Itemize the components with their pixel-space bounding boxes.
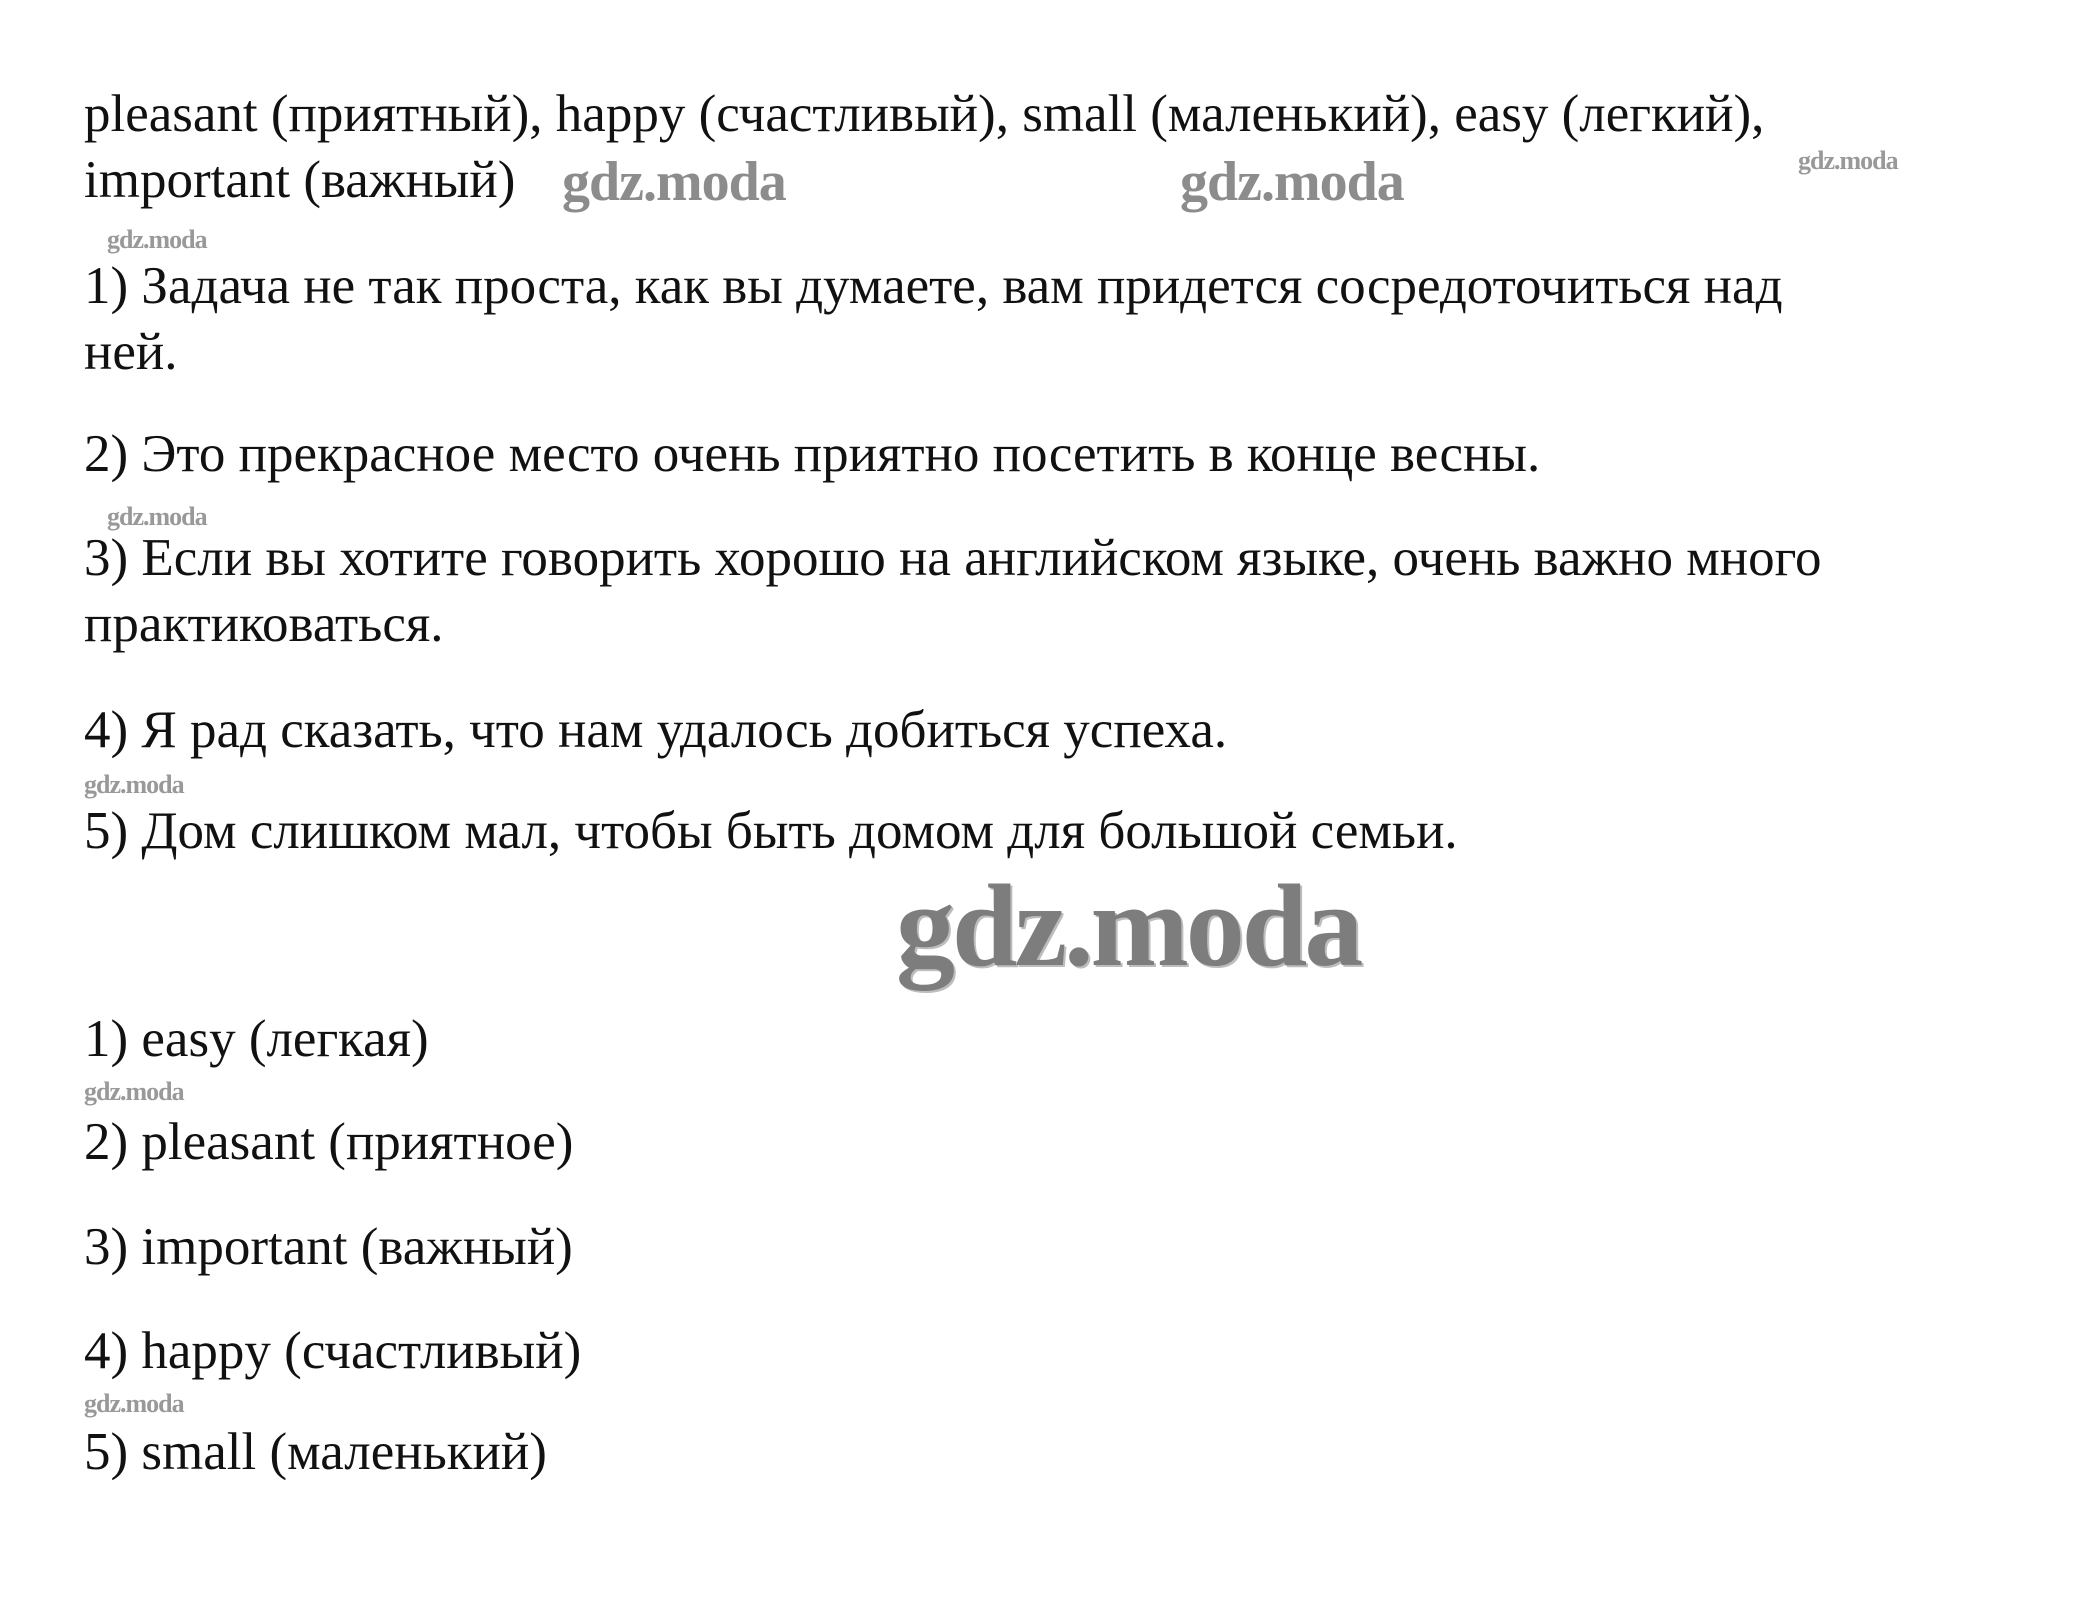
watermark: gdz.moda xyxy=(84,1077,184,1106)
answer-5: 5) small (маленький) xyxy=(84,1423,547,1481)
watermark-large: gdz.moda xyxy=(896,860,1361,991)
watermark: gdz.moda xyxy=(107,225,207,254)
answer-1: 1) easy (легкая) xyxy=(84,1010,429,1068)
intro-line-1: pleasant (приятный), happy (счастливый), small (маленький), easy (легкий), xyxy=(84,85,1765,143)
translation-1-line-2: ней. xyxy=(84,323,178,381)
watermark: gdz.moda xyxy=(562,151,786,213)
intro-line-2: important (важный) xyxy=(84,151,516,209)
translation-4-line-1: 4) Я рад сказать, что нам удалось добиться успеха. xyxy=(84,701,1228,759)
answer-4: 4) happy (счастливый) xyxy=(84,1322,582,1380)
answer-3: 3) important (важный) xyxy=(84,1218,573,1276)
translation-2-line-1: 2) Это прекрасное место очень приятно посетить в конце весны. xyxy=(84,425,1541,483)
translation-3-line-1: 3) Если вы хотите говорить хорошо на английском языке, очень важно много xyxy=(84,529,1822,587)
translation-1-line-1: 1) Задача не так проста, как вы думаете, вам придется сосредоточиться над xyxy=(84,257,1783,315)
watermark: gdz.moda xyxy=(84,1389,184,1418)
translation-5-line-1: 5) Дом слишком мал, чтобы быть домом для большой семьи. xyxy=(84,802,1458,860)
answer-2: 2) pleasant (приятное) xyxy=(84,1113,574,1171)
watermark: gdz.moda xyxy=(1180,151,1404,213)
watermark: gdz.moda xyxy=(107,502,207,531)
watermark: gdz.moda xyxy=(1798,146,1898,175)
translation-3-line-2: практиковаться. xyxy=(84,595,444,653)
watermark: gdz.moda xyxy=(84,770,184,799)
